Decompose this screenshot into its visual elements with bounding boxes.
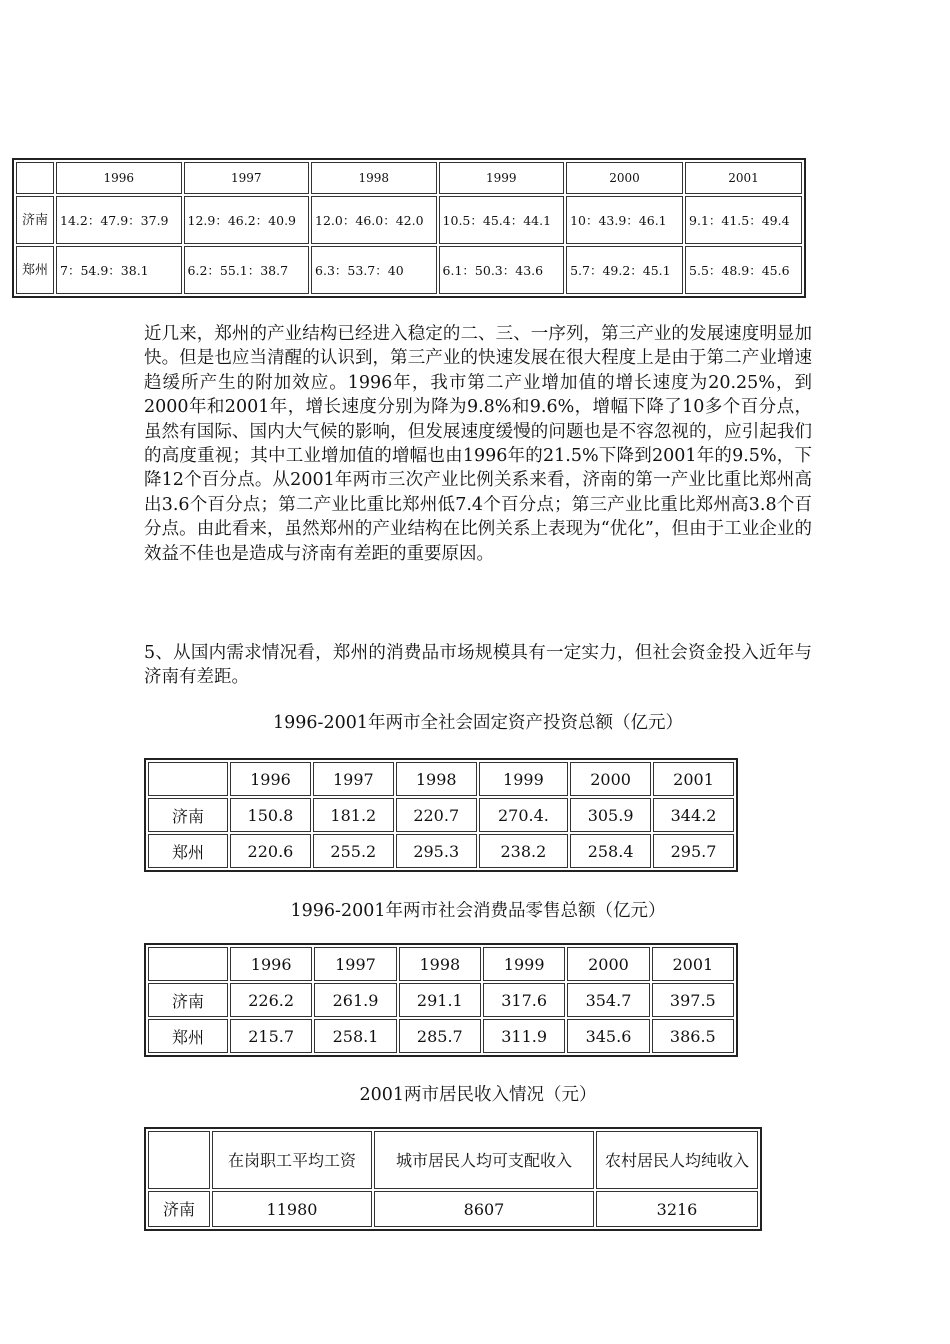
table-row xyxy=(148,1019,734,1053)
value-cell: 181.2 xyxy=(313,798,394,832)
year-header: 1997 xyxy=(313,762,394,796)
year-header: 2001 xyxy=(653,762,734,796)
table-header-row xyxy=(148,1131,758,1189)
year-header: 2001 xyxy=(685,162,802,194)
year-header: 1998 xyxy=(396,762,477,796)
city-label: 济南 xyxy=(148,1191,210,1227)
value-cell: 345.6 xyxy=(567,1019,649,1053)
year-header: 1996 xyxy=(230,762,311,796)
ratio-cell: 7：54.9：38.1 xyxy=(56,246,182,294)
table-header-row xyxy=(16,162,802,194)
income-table xyxy=(144,1127,762,1231)
value-cell: 397.5 xyxy=(652,983,734,1017)
table-row xyxy=(148,798,734,832)
value-cell: 238.2 xyxy=(479,834,568,868)
value-cell: 258.4 xyxy=(570,834,651,868)
body-paragraph: 5、从国内需求情况看，郑州的消费品市场规模具有一定实力，但社会资金投入近年与济南有差距。 xyxy=(144,643,812,688)
city-label: 郑州 xyxy=(16,246,54,294)
value-cell: 305.9 xyxy=(570,798,651,832)
industry-ratio-table xyxy=(12,158,806,298)
year-header: 1997 xyxy=(314,947,396,981)
value-cell: 215.7 xyxy=(230,1019,312,1053)
ratio-cell: 9.1：41.5：49.4 xyxy=(685,196,802,244)
value-cell: 220.7 xyxy=(396,798,477,832)
city-label: 济南 xyxy=(148,798,228,832)
table-header-row xyxy=(148,762,734,796)
value-cell: 386.5 xyxy=(652,1019,734,1053)
value-cell: 11980 xyxy=(212,1191,372,1227)
table-caption: 2001两市居民收入情况（元） xyxy=(359,1085,597,1105)
ratio-cell: 6.1：50.3：43.6 xyxy=(439,246,565,294)
year-header: 1999 xyxy=(483,947,565,981)
value-cell: 258.1 xyxy=(314,1019,396,1053)
corner-cell xyxy=(148,762,228,796)
value-cell: 311.9 xyxy=(483,1019,565,1053)
ratio-cell: 10.5：45.4：44.1 xyxy=(439,196,565,244)
value-cell: 226.2 xyxy=(230,983,312,1017)
year-header: 2001 xyxy=(652,947,734,981)
year-header: 1999 xyxy=(479,762,568,796)
value-cell: 295.7 xyxy=(653,834,734,868)
ratio-cell: 6.2：55.1：38.7 xyxy=(184,246,310,294)
corner-cell xyxy=(148,1131,210,1189)
year-header: 1996 xyxy=(230,947,312,981)
year-header: 1998 xyxy=(399,947,481,981)
column-header: 城市居民人均可支配收入 xyxy=(374,1131,594,1189)
table-header-row xyxy=(148,947,734,981)
ratio-cell: 6.3：53.7：40 xyxy=(311,246,437,294)
ratio-cell: 12.0：46.0：42.0 xyxy=(311,196,437,244)
investment-table xyxy=(144,758,738,872)
table-row xyxy=(148,983,734,1017)
value-cell: 295.3 xyxy=(396,834,477,868)
year-header: 1999 xyxy=(439,162,565,194)
corner-cell xyxy=(16,162,54,194)
table-row xyxy=(16,246,802,294)
table-row xyxy=(16,196,802,244)
value-cell: 285.7 xyxy=(399,1019,481,1053)
year-header: 2000 xyxy=(570,762,651,796)
column-header: 在岗职工平均工资 xyxy=(212,1131,372,1189)
body-paragraph: 近几来，郑州的产业结构已经进入稳定的二、三、一序列，第三产业的发展速度明显加快。但是也应当清醒的认识到，第三产业的快速发展在很大程度上是由于第二产业增速趋缓所产生的附加效应。1996年，我市第二产业增加值的增长速度为20.25%，到2000年和2001年，增长速度分别为降为9.8%和9.6%，增幅下降了10多个百分点，虽然有国际、国内大气候的影响，但发展速度缓慢的问题也是不容忽视的，应引起我们的高度重视；其中工业增加值的增幅也由1996年的21.5%下降到2001年的9.5%，下降12个百分点。从2001年两市三次产业比例关系来看，济南的第一产业比重比郑州高出3.6个百分点；第二产业比重比郑州低7.4个百分点；第三产业比重比郑州高3.8个百分点。由此看来，虽然郑州的产业结构在比例关系上表现为“优化”，但由于工业企业的效益不佳也是造成与济南有差距的重要原因。 xyxy=(144,324,812,564)
year-header: 1997 xyxy=(184,162,310,194)
city-label: 郑州 xyxy=(148,1019,228,1053)
value-cell: 270.4. xyxy=(479,798,568,832)
ratio-cell: 5.7：49.2：45.1 xyxy=(566,246,683,294)
value-cell: 220.6 xyxy=(230,834,311,868)
value-cell: 317.6 xyxy=(483,983,565,1017)
table-caption: 1996-2001年两市全社会固定资产投资总额（亿元） xyxy=(273,713,683,733)
year-header: 1996 xyxy=(56,162,182,194)
ratio-cell: 14.2：47.9：37.9 xyxy=(56,196,182,244)
value-cell: 150.8 xyxy=(230,798,311,832)
value-cell: 344.2 xyxy=(653,798,734,832)
city-label: 郑州 xyxy=(148,834,228,868)
ratio-cell: 10：43.9：46.1 xyxy=(566,196,683,244)
value-cell: 291.1 xyxy=(399,983,481,1017)
table-caption: 1996-2001年两市社会消费品零售总额（亿元） xyxy=(290,901,666,921)
table-row xyxy=(148,1191,758,1227)
value-cell: 354.7 xyxy=(567,983,649,1017)
column-header: 农村居民人均纯收入 xyxy=(596,1131,758,1189)
value-cell: 255.2 xyxy=(313,834,394,868)
value-cell: 8607 xyxy=(374,1191,594,1227)
value-cell: 3216 xyxy=(596,1191,758,1227)
year-header: 1998 xyxy=(311,162,437,194)
retail-table xyxy=(144,943,738,1057)
ratio-cell: 12.9：46.2：40.9 xyxy=(184,196,310,244)
city-label: 济南 xyxy=(148,983,228,1017)
table-row xyxy=(148,834,734,868)
corner-cell xyxy=(148,947,228,981)
city-label: 济南 xyxy=(16,196,54,244)
ratio-cell: 5.5：48.9：45.6 xyxy=(685,246,802,294)
value-cell: 261.9 xyxy=(314,983,396,1017)
year-header: 2000 xyxy=(566,162,683,194)
year-header: 2000 xyxy=(567,947,649,981)
